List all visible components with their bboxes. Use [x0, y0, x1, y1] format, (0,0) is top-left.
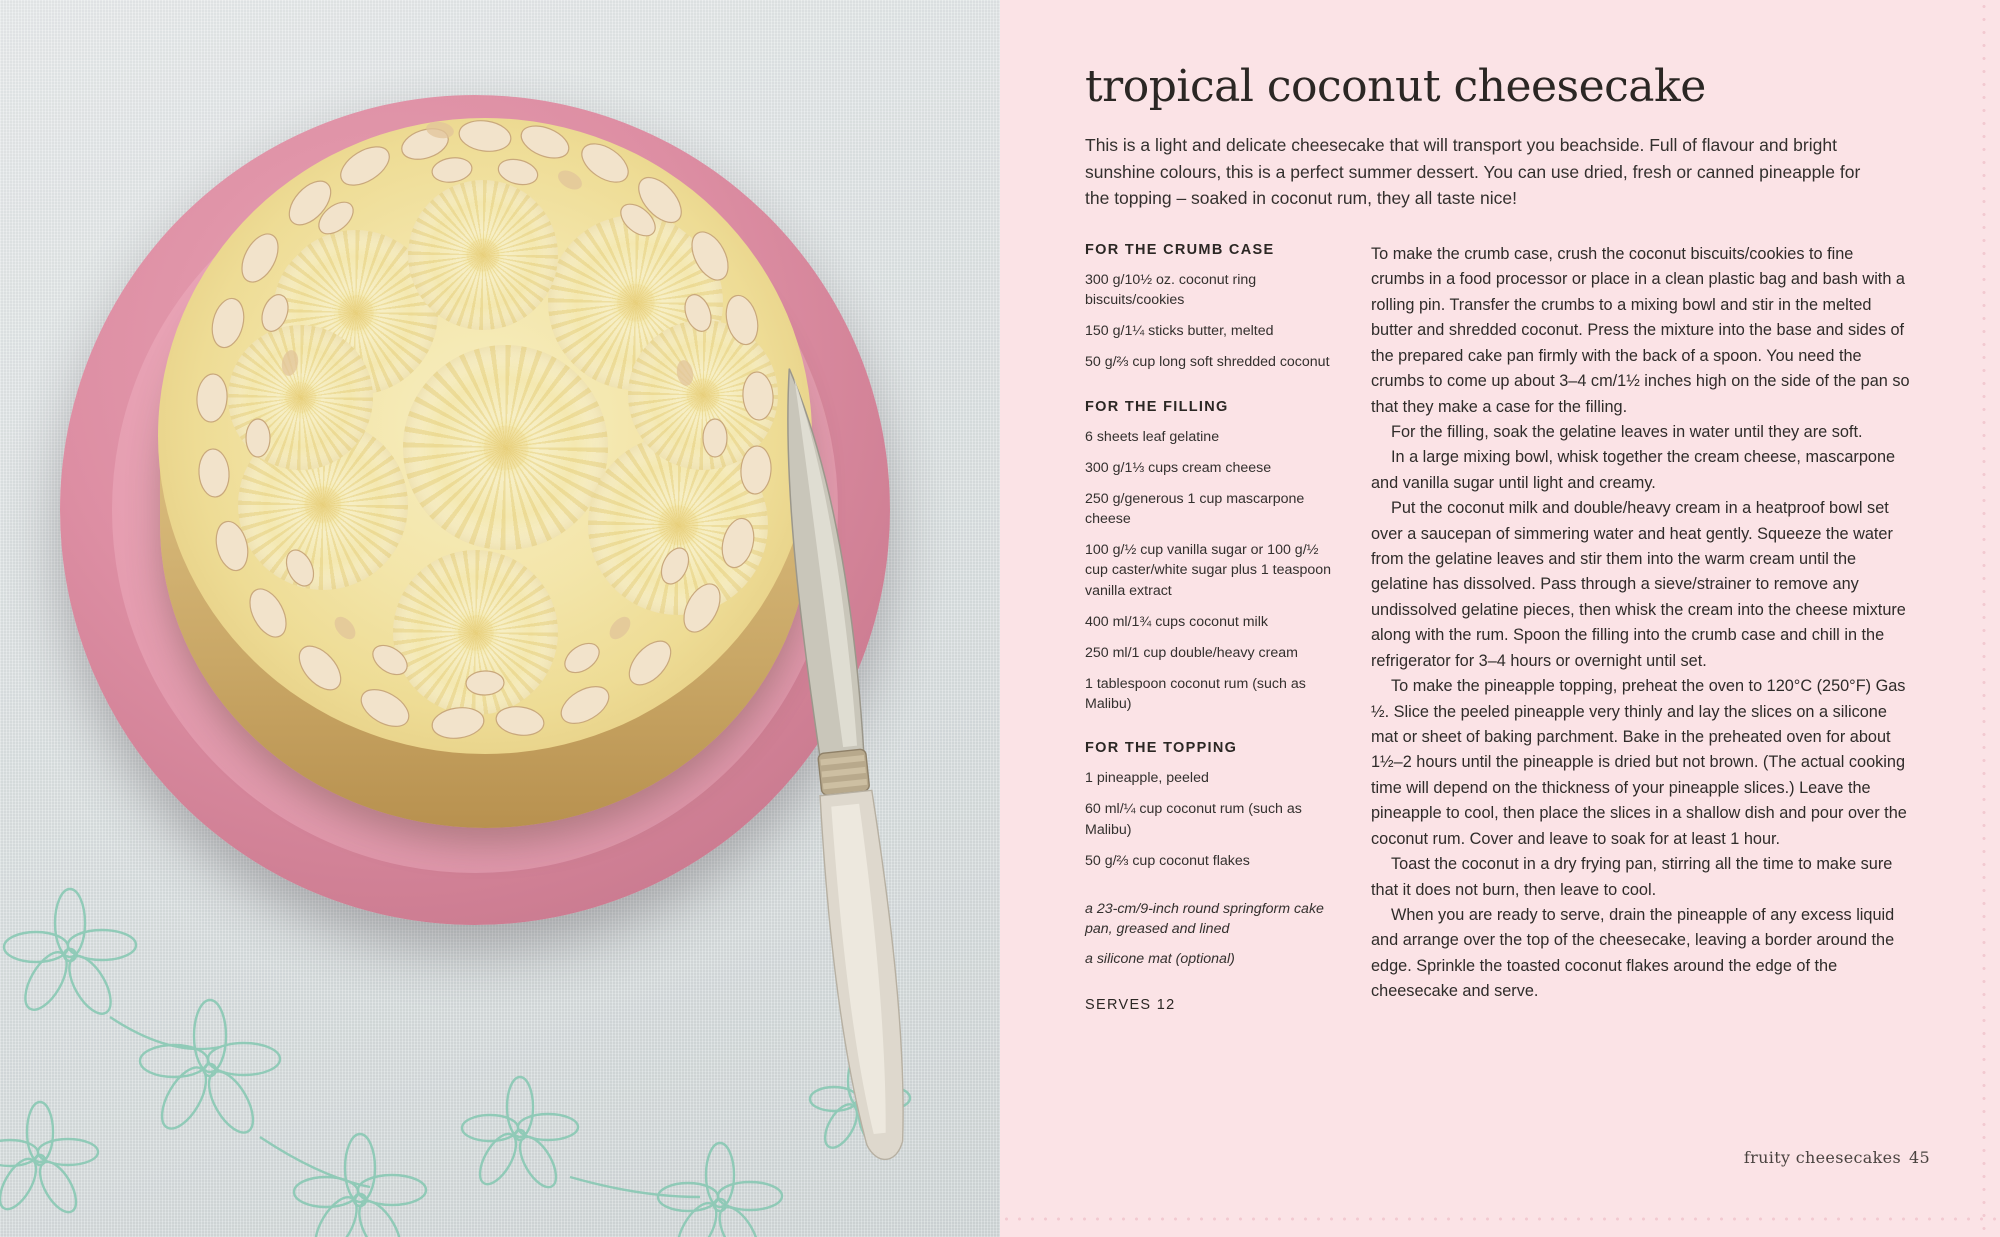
ingredient-item: 6 sheets leaf gelatine: [1085, 428, 1220, 445]
ingredient-item: 50 g/⅔ cup coconut flakes: [1085, 852, 1250, 869]
ingredients-heading-filling: FOR THE FILLING: [1085, 398, 1229, 415]
method-step: When you are ready to serve, drain the pineapple of any excess liquid and arrange over the top of the cheesecake, leaving a border around the edge. Sprinkle the toasted coconut flakes around the edge of the cheesecake and serve.: [1371, 905, 1895, 1001]
method-step: Toast the coconut in a dry frying pan, stirring all the time to make sure that it does not burn, then leave to cool.: [1371, 855, 1893, 899]
page-title: tropical coconut cheesecake: [1085, 61, 1706, 112]
ingredient-item: 50 g/⅔ cup long soft shredded coconut: [1085, 354, 1330, 371]
footer-page-number: 45: [1909, 1148, 1930, 1167]
ingredient-item: 250 g/generous 1 cup mascarpone cheese: [1085, 490, 1305, 528]
toasted-coconut-flakes: [140, 108, 830, 848]
footer-chapter: fruity cheesecakes: [1743, 1148, 1901, 1167]
recipe-text-page: [1000, 0, 2000, 1237]
dotted-edge-bottom: [1000, 1217, 2000, 1221]
method-step: To make the crumb case, crush the coconut biscuits/cookies to fine crumbs in a food processor or place in a clean plastic bag and bash with a rolling pin. Transfer the crumbs to a mixing bowl and stir in the melted butter and shredded coconut. Press the mixture into the base and sides of the prepared cake pan firmly with the back of a spoon. You need the crumbs to come up about 3–4 cm/1½ inches high on the side of the pan so that they make a case for the filling.: [1371, 244, 1910, 416]
method-step: In a large mixing bowl, whisk together the cream cheese, mascarpone and vanilla sugar until light and creamy.: [1371, 448, 1896, 492]
ingredient-item: 400 ml/1¾ cups coconut milk: [1085, 613, 1268, 630]
ingredient-item: 1 pineapple, peeled: [1085, 770, 1209, 787]
dotted-edge-right: [1982, 0, 1986, 1237]
palette-knife: [735, 355, 955, 1175]
ingredient-item: 150 g/1¼ sticks butter, melted: [1085, 323, 1274, 340]
ingredient-item: 60 ml/¼ cup coconut rum (such as Malibu): [1085, 801, 1302, 838]
equipment-note: a silicone mat (optional): [1085, 951, 1235, 968]
page-footer: [1744, 1148, 1930, 1167]
recipe-content: [1085, 61, 1915, 1014]
ingredient-item: 250 ml/1 cup double/heavy cream: [1085, 644, 1298, 661]
method-column: [1371, 242, 1911, 1013]
method-step: Put the coconut milk and double/heavy cream in a heatproof bowl set over a saucepan of simmering water and heat gently. Squeeze the water from the gelatine leaves and stir them into the warm cream until the gelatine has dissolved. Pass through a sieve/strainer to remove any undissolved gelatine pieces, then whisk the cream into the cheese mixture along with the rum. Spoon the filling into the crumb case and chill in the refrigerator for 3–4 hours or overnight until set.: [1371, 499, 1906, 670]
ingredient-item: 300 g/1⅓ cups cream cheese: [1085, 459, 1272, 476]
ingredient-item: 300 g/10½ oz. coconut ring biscuits/cookies: [1085, 271, 1257, 309]
recipe-columns: [1085, 242, 1915, 1013]
serves-label: SERVES 12: [1085, 997, 1176, 1014]
ingredients-heading-crumb-case: FOR THE CRUMB CASE: [1085, 241, 1275, 258]
ingredients-heading-topping: FOR THE TOPPING: [1085, 740, 1238, 757]
method-step: To make the pineapple topping, preheat the oven to 120°C (250°F) Gas ½. Slice the peeled pineapple very thinly and lay the slices on a silicone mat or sheet of baking parchment. Bake in the preheated oven for about 1½–2 hours until the pineapple is dried but not brown. (The actual cooking time will depend on the thickness of your pineapple slices.) Leave the pineapple to cool, then place the slices in a shallow dish and pour over the coconut rum. Cover and leave to soak for at least 1 hour.: [1371, 677, 1907, 848]
recipe-intro: This is a light and delicate cheesecake that will transport you beachside. Full of flavour and bright sunshine colours, this is a perfect summer dessert. You can use dried, fresh or canned pineapple for the topping – soaked in coconut rum, they all taste nice!: [1085, 135, 1861, 209]
ingredients-column: [1085, 242, 1335, 1013]
method-step: For the filling, soak the gelatine leaves in water until they are soft.: [1391, 422, 1863, 441]
equipment-note: a 23-cm/9-inch round springform cake pan, greased and lined: [1085, 900, 1324, 938]
ingredient-item: 100 g/½ cup vanilla sugar or 100 g/½ cup caster/white sugar plus 1 teaspoon vanilla extract: [1085, 542, 1332, 599]
ingredient-item: 1 tablespoon coconut rum (such as Malibu): [1085, 676, 1306, 713]
cheesecake: [140, 108, 830, 848]
